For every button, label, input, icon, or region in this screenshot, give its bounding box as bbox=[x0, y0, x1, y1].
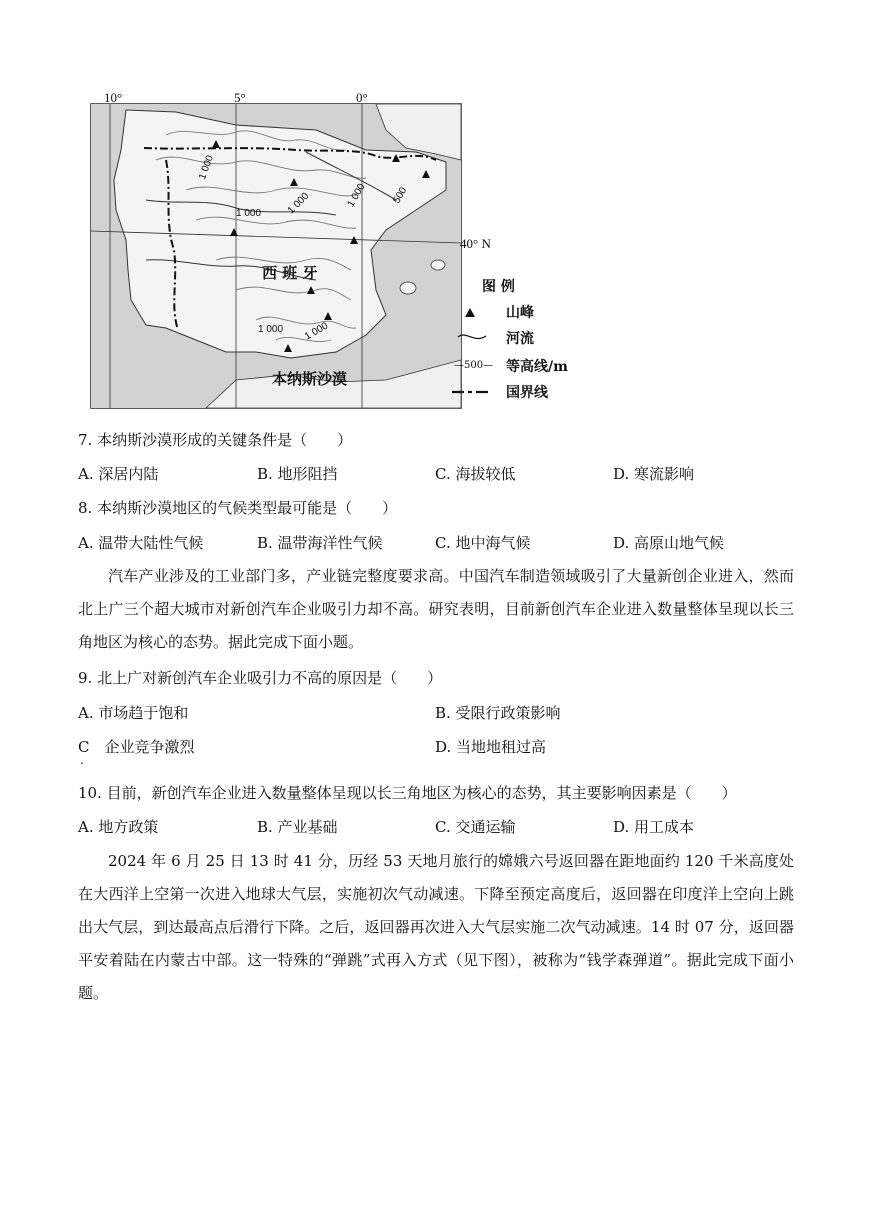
q7-option-a[interactable]: A. 深居内陆 bbox=[78, 465, 159, 483]
q10-option-c[interactable]: C. 交通运输 bbox=[435, 818, 516, 836]
q7-stem: 7. 本纳斯沙漠形成的关键条件是（ ） bbox=[78, 431, 353, 449]
q10-option-d[interactable]: D. 用工成本 bbox=[613, 818, 695, 836]
legend-peak: 山峰 bbox=[506, 305, 534, 321]
legend-contour: 等高线/m bbox=[506, 359, 568, 375]
meridian-0-label: 0° bbox=[356, 90, 368, 105]
contour-label: 500 bbox=[391, 185, 410, 206]
q9-option-b[interactable]: B. 受限行政策影响 bbox=[435, 704, 561, 722]
contour-label: 1 000 bbox=[197, 153, 216, 182]
legend-river: 河流 bbox=[506, 331, 534, 347]
legend-contour-sample: —500— bbox=[454, 360, 494, 371]
latitude-40-label: 40° N bbox=[460, 236, 491, 251]
meridian-5-label: 5° bbox=[234, 90, 246, 105]
meridian-10-label: 10° bbox=[104, 90, 123, 105]
q9-option-c-dot: . bbox=[80, 753, 84, 767]
q9-option-d[interactable]: D. 当地地租过高 bbox=[435, 738, 547, 756]
contour-label: 1 000 bbox=[285, 190, 312, 217]
q7-option-c[interactable]: C. 海拔较低 bbox=[435, 465, 516, 483]
q9-option-c[interactable]: C 企业竞争激烈 bbox=[78, 738, 195, 756]
legend-border: 国界线 bbox=[506, 385, 548, 401]
contour-label: 1 000 bbox=[236, 208, 262, 219]
q7-option-d[interactable]: D. 寒流影响 bbox=[613, 465, 695, 483]
q8-option-b[interactable]: B. 温带海洋性气候 bbox=[257, 534, 383, 552]
contour-label: 1 000 bbox=[345, 181, 368, 210]
passage-auto-industry: 汽车产业涉及的工业部门多，产业链完整度要求高。中国汽车制造领域吸引了大量新创企业进入，然而北上广三个超大城市对新创汽车企业吸引力却不高。研究表明，目前新创汽车企业进入数量整体呈现以长三角地区为核心的态势。据此完成下面小题。 bbox=[78, 567, 794, 651]
q8-option-a[interactable]: A. 温带大陆性气候 bbox=[78, 534, 204, 552]
legend-title: 图 例 bbox=[482, 279, 515, 295]
contour-label: 1 000 bbox=[302, 320, 331, 343]
q10-option-a[interactable]: A. 地方政策 bbox=[78, 818, 159, 836]
q10-stem: 10. 目前，新创汽车企业进入数量整体呈现以长三角地区为核心的态势，其主要影响因素是（ ） bbox=[78, 784, 737, 802]
q9-stem: 9. 北上广对新创汽车企业吸引力不高的原因是（ ） bbox=[78, 669, 443, 687]
q7-option-b[interactable]: B. 地形阻挡 bbox=[257, 465, 338, 483]
q10-option-b[interactable]: B. 产业基础 bbox=[257, 818, 338, 836]
q8-stem: 8. 本纳斯沙漠地区的气候类型最可能是（ ） bbox=[78, 499, 398, 517]
q8-option-d[interactable]: D. 高原山地气候 bbox=[613, 534, 725, 552]
q8-option-c[interactable]: C. 地中海气候 bbox=[435, 534, 531, 552]
contour-label: 1 000 bbox=[258, 324, 284, 335]
q9-option-a[interactable]: A. 市场趋于饱和 bbox=[78, 704, 189, 722]
passage-change6: 2024 年 6 月 25 日 13 时 41 分，历经 53 天地月旅行的嫦娥六号返回器在距地面约 120 千米高度处在大西洋上空第一次进入地球大气层，实施初次气动减速。下降至预定高度后，返回器在印度洋上空向上跳出大气层，到达最高点后滑行下降。之后，返回器再次进入大气层实施二次气动减速。14 时 07 分，返回器平安着陆在内蒙古中部。这一特殊的“弹跳”式再入方式（见下图），被称为“钱学森弹道”。据此完成下面小题。 bbox=[78, 852, 794, 1002]
spain-label: 西 班 牙 bbox=[262, 264, 318, 282]
spain-map bbox=[86, 90, 586, 410]
desert-label: 本纳斯沙漠 bbox=[272, 370, 348, 388]
